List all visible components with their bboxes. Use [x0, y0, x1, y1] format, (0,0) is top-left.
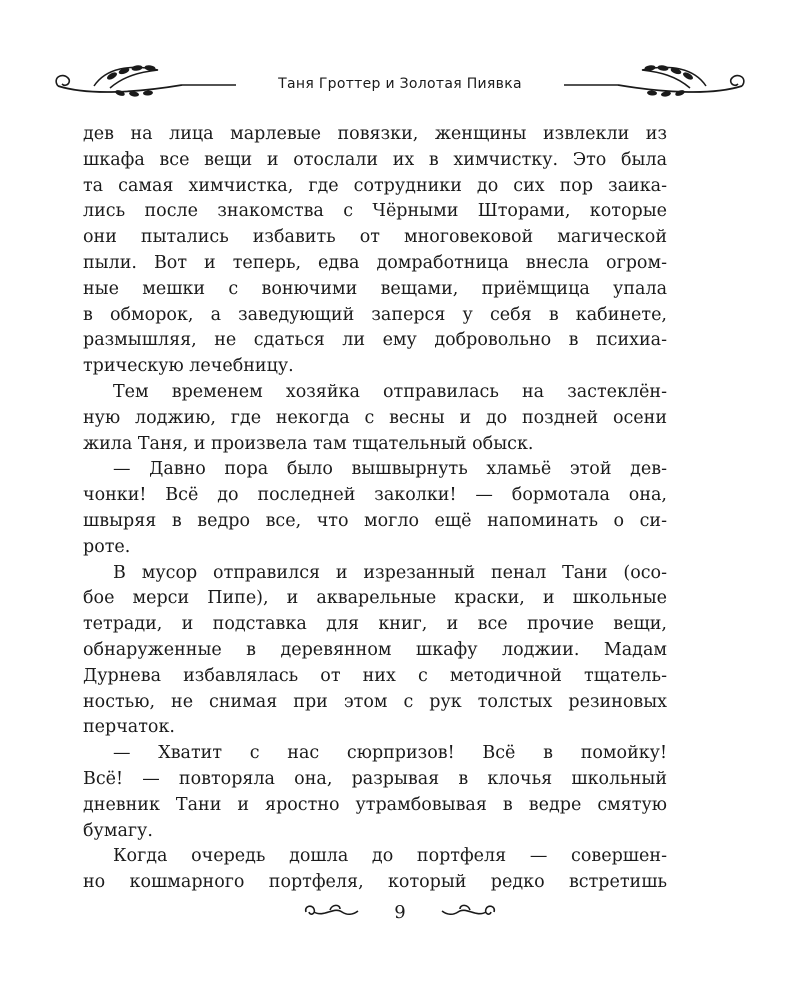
text-line: но кошмарного портфеля, который редко встретишь	[83, 872, 667, 893]
text-line: бумагу.	[83, 820, 153, 841]
text-line: трическую лечебницу.	[83, 356, 294, 377]
text-line: обнаруженные в деревянном шкафу лоджии. Мадам	[83, 639, 667, 660]
paragraph-first-line: Тем временем хозяйка отправилась на застеклён-	[113, 381, 667, 402]
text-line: жила Таня, и произвела там тщательный обыск.	[83, 433, 534, 454]
text-line: дев на лица марлевые повязки, женщины извлекли из	[83, 124, 667, 144]
text-line: ные мешки с вонючими вещами, приёмщица упала	[83, 278, 667, 299]
paragraph-first-line: — Давно пора было вышвырнуть хламьё этой дев-	[113, 459, 667, 480]
paragraph-first-line: В мусор отправился и изрезанный пенал Тани (осо-	[113, 562, 667, 583]
page-footer	[300, 896, 500, 932]
text-line: чонки! Всё до последней заколки! — бормотала она,	[83, 485, 667, 506]
text-line: ную лоджию, где некогда с весны и до поздней осени	[83, 407, 667, 428]
text-line: та самая химчистка, где сотрудники до сих пор заика-	[83, 175, 667, 196]
text-line: перчаток.	[83, 717, 175, 738]
paragraph-first-line: Когда очередь дошла до портфеля — совершен-	[113, 846, 667, 867]
text-line: лись после знакомства с Чёрными Шторами, которые	[83, 201, 667, 222]
running-header	[50, 62, 750, 106]
text-line: пыли. Вот и теперь, едва домработница внесла огром-	[83, 252, 667, 273]
running-title	[50, 76, 750, 92]
paragraph-first-line: — Хватит с нас сюрпризов! Всё в помойку!	[113, 743, 667, 764]
text-line: бое мерси Пипе), и акварельные краски, и школьные	[83, 588, 667, 609]
text-line: ностью, не снимая при этом с рук толстых резиновых	[83, 691, 667, 712]
text-line: в обморок, а заведующий заперся у себя в кабинете,	[83, 304, 667, 325]
text-line: они пытались избавить от многовековой магической	[83, 227, 667, 248]
text-line: Дурнева избавлялась от них с методичной тщатель-	[83, 665, 667, 686]
text-line: роте.	[83, 536, 131, 557]
text-line: шкафа все вещи и отослали их в химчистку. Это была	[83, 149, 667, 170]
text-line: размышляя, не сдаться ли ему добровольно в психиа-	[83, 330, 667, 351]
running-title-text: Таня Гроттер и Золотая Пиявка	[269, 76, 531, 92]
body-text	[83, 122, 667, 896]
text-line: тетради, и подставка для книг, и все прочие вещи,	[83, 614, 667, 635]
text-line: швыряя в ведро все, что могло ещё напоминать о си-	[83, 510, 667, 531]
text-line: дневник Тани и яростно утрамбовывая в ведре смятую	[83, 794, 667, 815]
text-line: Всё! — повторяла она, разрывая в клочья школьный	[83, 768, 667, 789]
page-number: 9	[394, 902, 406, 923]
